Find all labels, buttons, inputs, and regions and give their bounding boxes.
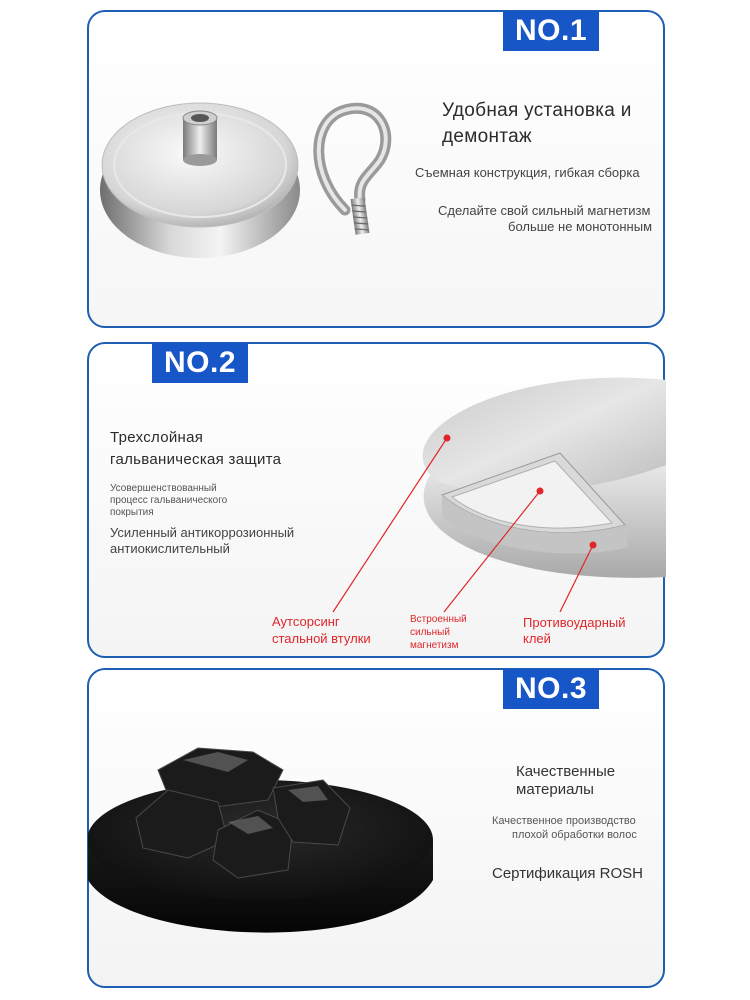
label-magnetism-line3: магнетизм	[410, 640, 459, 651]
label-magnetism-line1: Встроенный	[410, 614, 467, 625]
label-magnetism-line2: сильный	[410, 627, 450, 638]
section1-text-line2a: Сделайте свой сильный магнетизм	[438, 203, 651, 218]
section3-small-line2: плохой обработки волос	[512, 829, 637, 841]
section2-mid-line2: антиокислительный	[110, 541, 230, 556]
section2-title-line1: Трехслойная	[110, 429, 204, 446]
section2-small-line2: процесс гальванического	[110, 495, 228, 506]
label-steel-sleeve-line2: стальной втулки	[272, 631, 371, 646]
section2-title-line2: гальваническая защита	[110, 451, 282, 468]
section3-small-line1: Качественное производство	[492, 815, 636, 827]
section1-title-line2: демонтаж	[442, 126, 532, 147]
label-shockproof-line2: клей	[523, 631, 551, 646]
section-badge-1: NO.1	[503, 11, 599, 51]
label-shockproof-line1: Противоударный	[523, 615, 626, 630]
section2-small-line3: покрытия	[110, 507, 154, 518]
section3-title-line2: материалы	[516, 781, 594, 798]
section-badge-2: NO.2	[152, 343, 248, 383]
section2-mid-line1: Усиленный антикоррозионный	[110, 525, 295, 540]
section1-text-line2b: больше не монотонным	[508, 219, 653, 234]
section1-text-line1: Съемная конструкция, гибкая сборка	[415, 165, 640, 180]
section-badge-3: NO.3	[503, 669, 599, 709]
section3-certification: Сертификация ROSH	[492, 865, 643, 882]
black-disc-with-stones-image	[88, 730, 438, 960]
section1-title-line1: Удобная установка и	[442, 100, 632, 121]
label-steel-sleeve-line1: Аутсорсинг	[272, 614, 340, 629]
section3-title-line1: Качественные	[516, 763, 616, 780]
section2-small-line1: Усовершенствованный	[110, 483, 217, 494]
